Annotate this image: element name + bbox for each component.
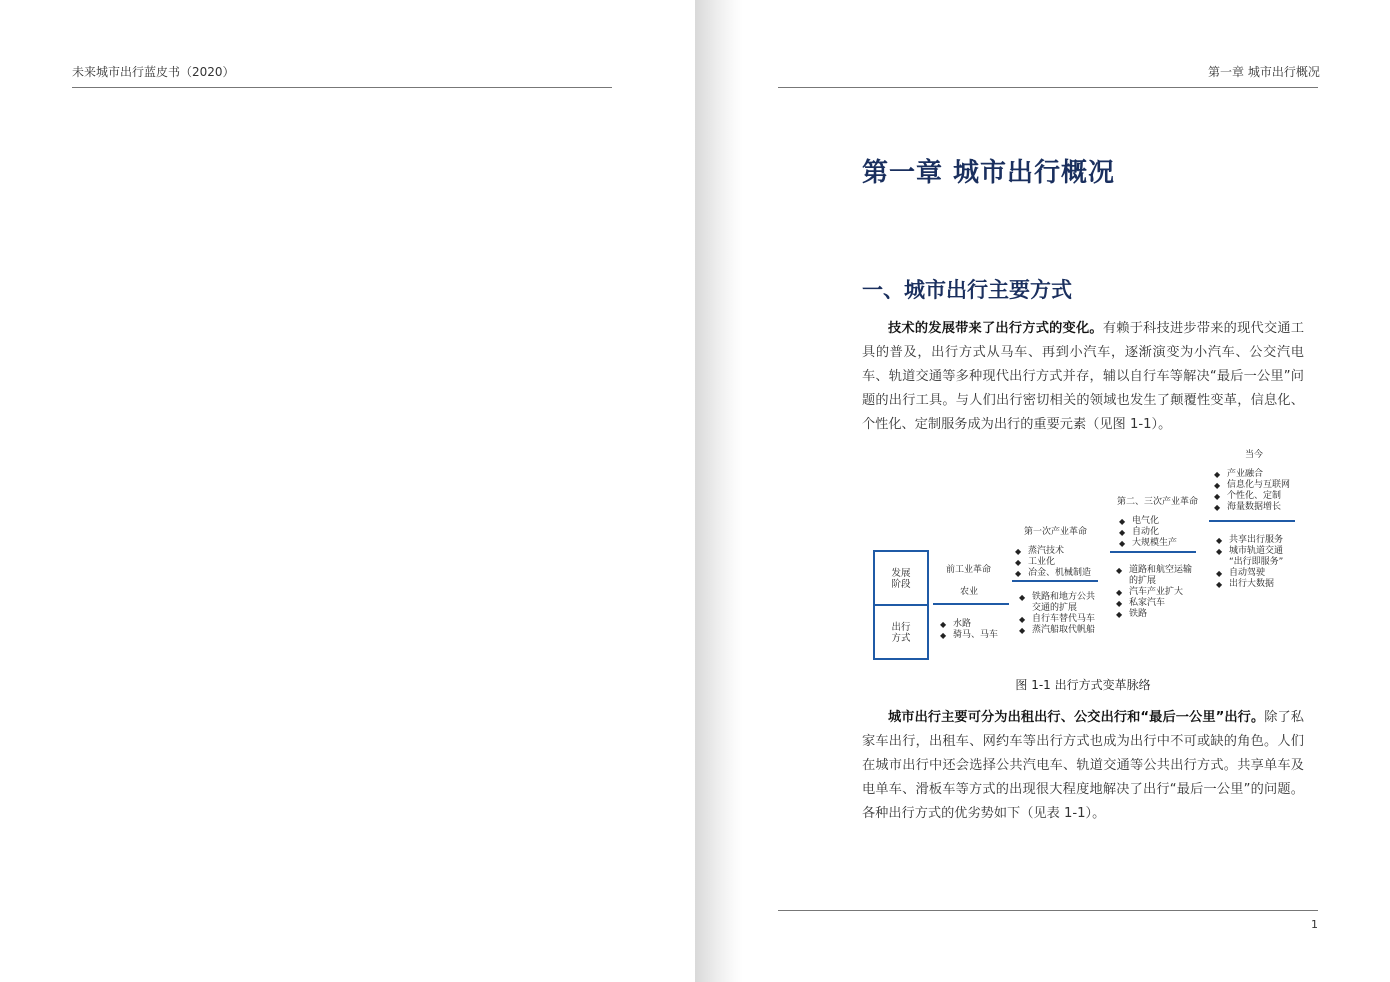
paragraph-1 bbox=[862, 317, 1304, 437]
stage-row-label-2: 阶段 bbox=[891, 579, 911, 590]
stage-item: ◆ 工业化 bbox=[1015, 557, 1091, 568]
mode-item: ◆ 铁路和地方公共 bbox=[1019, 592, 1095, 603]
era-name: 前工业革命 bbox=[946, 565, 992, 575]
mode-item: ◆ 骑马、马车 bbox=[940, 630, 998, 641]
mode-item: ◆ 铁路 bbox=[1116, 609, 1192, 620]
left-header-rule bbox=[72, 87, 612, 88]
mode-item-continued: 交通的扩展 bbox=[1032, 603, 1078, 613]
era-mode-list bbox=[1019, 592, 1095, 636]
era-name: 第一次产业革命 bbox=[1024, 527, 1088, 537]
row-label-divider bbox=[873, 604, 929, 606]
right-header-rule bbox=[778, 87, 1318, 88]
section-title: 一、城市出行主要方式 bbox=[862, 278, 1072, 302]
era-stage-list bbox=[1214, 469, 1290, 513]
book-gutter-shadow bbox=[695, 0, 743, 982]
figure-caption: 图 1-1 出行方式变革脉络 bbox=[1015, 678, 1151, 692]
mode-item: ◆ 自动驾驶 bbox=[1216, 568, 1283, 579]
era-mode-list bbox=[1116, 565, 1192, 620]
stage-item: ◆ 信息化与互联网 bbox=[1214, 480, 1290, 491]
era-divider bbox=[1012, 580, 1098, 582]
mode-item: ◆ 城市轨道交通 bbox=[1216, 546, 1283, 557]
mode-item: ◆ 出行大数据 bbox=[1216, 579, 1283, 590]
mode-item: ◆ 蒸汽船取代帆船 bbox=[1019, 625, 1095, 636]
paragraph-2-body: 除了私家车出行，出租车、网约车等出行方式也成为出行中不可或缺的角色。人们在城市出行中还会选择公共汽电车、轨道交通等公共出行方式。共享单车及电单车、滑板车等方式的出现很大程度地解决了出行“最后一公里”的问题。各种出行方式的优劣势如下（见表 1-1）。 bbox=[862, 710, 1304, 821]
era-stage-list bbox=[1119, 516, 1177, 549]
stage-item: ◆ 自动化 bbox=[1119, 527, 1177, 538]
era-mode-list bbox=[1216, 535, 1283, 590]
mode-row-label-1: 出行 bbox=[891, 622, 911, 633]
mode-row-label-2: 方式 bbox=[891, 633, 911, 644]
mode-item: ◆ 水路 bbox=[940, 619, 998, 630]
era-divider bbox=[933, 603, 1009, 605]
era-stage-list bbox=[1015, 546, 1091, 579]
stage-item: ◆ 海量数据增长 bbox=[1214, 502, 1290, 513]
era-stage-plain: 农业 bbox=[960, 587, 979, 597]
mode-item-continued: “出行即服务” bbox=[1229, 557, 1284, 567]
mode-item: ◆ 共享出行服务 bbox=[1216, 535, 1283, 546]
paragraph-2-lead: 城市出行主要可分为出租出行、公交出行和“最后一公里”出行。 bbox=[888, 710, 1265, 725]
mode-item: ◆ 汽车产业扩大 bbox=[1116, 587, 1192, 598]
stage-item: ◆ 蒸汽技术 bbox=[1015, 546, 1091, 557]
mode-item: ◆ 道路和航空运输 bbox=[1116, 565, 1192, 576]
era-divider bbox=[1209, 520, 1295, 522]
stage-item: ◆ 大规模生产 bbox=[1119, 538, 1177, 549]
figure-evolution-diagram bbox=[862, 440, 1304, 670]
era-mode-list bbox=[940, 619, 998, 641]
stage-row-label bbox=[874, 568, 928, 590]
stage-item: ◆ 冶金、机械制造 bbox=[1015, 568, 1091, 579]
era-name: 当今 bbox=[1245, 450, 1264, 460]
era-name: 第二、三次产业革命 bbox=[1117, 497, 1199, 507]
page-number: 1 bbox=[1311, 918, 1318, 931]
era-divider bbox=[1110, 551, 1196, 553]
stage-item: ◆ 产业融合 bbox=[1214, 469, 1290, 480]
stage-row-label-1: 发展 bbox=[891, 568, 911, 579]
paragraph-1-body: 有赖于科技进步带来的现代交通工具的普及，出行方式从马车、再到小汽车，逐渐演变为小汽车、公交汽电车、轨道交通等多种现代出行方式并存，辅以自行车等解决“最后一公里”问题的出行工具。与人们出行密切相关的领域也发生了颠覆性变革，信息化、个性化、定制服务成为出行的重要元素（见图 1-1）。 bbox=[862, 321, 1305, 432]
right-running-head: 第一章 城市出行概况 bbox=[1208, 65, 1320, 79]
mode-row-label bbox=[874, 622, 928, 644]
stage-item: ◆ 电气化 bbox=[1119, 516, 1177, 527]
paragraph-1-lead: 技术的发展带来了出行方式的变化。 bbox=[888, 321, 1103, 336]
mode-item: ◆ 私家汽车 bbox=[1116, 598, 1192, 609]
right-footer-rule bbox=[778, 910, 1318, 911]
left-running-head: 未来城市出行蓝皮书（2020） bbox=[72, 65, 235, 79]
stage-item: ◆ 个性化、定制 bbox=[1214, 491, 1290, 502]
mode-item-continued: 的扩展 bbox=[1129, 576, 1157, 586]
mode-item: ◆ 自行车替代马车 bbox=[1019, 614, 1095, 625]
paragraph-2 bbox=[862, 706, 1304, 826]
chapter-title: 第一章 城市出行概况 bbox=[862, 158, 1116, 188]
